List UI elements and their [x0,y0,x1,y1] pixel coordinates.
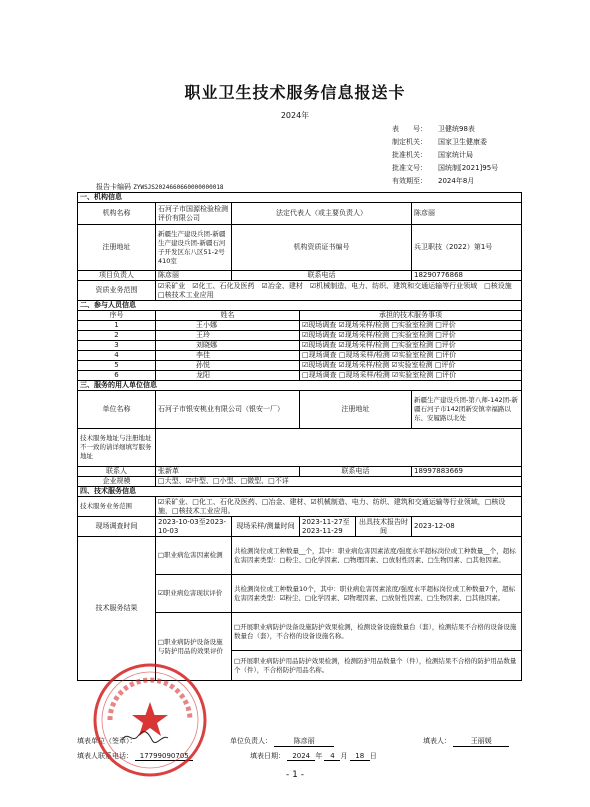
contact-phone-value: 18290776868 [412,271,522,281]
staff-tasks: ☑现场调查 ☑现场采样/检测 ☑实验室检测 □评价 [300,361,522,371]
survey-time-value: 2023-10-03至2023-10-03 [156,517,232,537]
org-name-label: 机构名称 [78,203,156,225]
project-lead-label: 项目负责人 [78,271,156,281]
employer-name-value: 石河子市银安桃业有限公司（银安一厂） [156,391,300,429]
owner-line [230,736,334,747]
sampling-time-label: 现场采样/测量时间 [232,517,300,537]
org-address-value: 新疆生产建设兵团-新疆生产建设兵团-新疆石河子开发区东八区51-2号410室 [156,225,232,271]
form-meta-block [392,123,498,188]
staff-tasks: ☑现场调查 ☑现场采样/检测 □实验室检测 □评价 [300,341,522,351]
result-type-label: □职业病防护设备设施与防护用品的效果评价 [156,613,232,681]
employer-address-label: 注册地址 [300,391,412,429]
staff-name: 孙悦 [156,361,300,371]
staff-row [78,321,522,331]
legal-rep-value: 陈彦丽 [412,203,522,225]
service-address-label: 技术服务地址与注册地址不一致的请详细填写服务地址 [78,429,156,467]
service-scope-label: 技术服务业务范围 [78,497,156,517]
employer-address-value: 新疆生产建设兵团-第八师-142团-新疆石河子市142团新安镇幸福路以东、安履路以北处 [412,391,522,429]
filler-unit-label: 填表单位（签章）： [77,737,137,745]
meta-row: 表 号： 卫健统98表 [392,125,475,133]
staff-no: 1 [78,321,156,331]
col-header-name: 姓名 [156,311,300,321]
fill-date-month: 4 [324,752,340,761]
page-number: - 1 - [286,770,304,780]
staff-row [78,331,522,341]
employer-phone-label: 联系电话 [300,467,412,477]
service-address-value [156,429,522,467]
org-address-label: 注册地址 [78,225,156,271]
employer-contact-value: 张新革 [156,467,300,477]
meta-row: 批准机关： 国家统计局 [392,151,473,159]
report-year: 2024年 [280,111,310,120]
filler-label: 填表人： [423,737,451,745]
staff-no: 2 [78,331,156,341]
result-detail: 共检测岗位或工种数量10个，其中：职业病危害因素浓度/强度水平超标岗位或工种数量7个，超标危害因素类型：☑粉尘、□化学因素、☑物理因素、□放射性因素、□生物因素、□其他因素。 [232,575,522,613]
staff-row [78,351,522,361]
fill-date-label: 填表日期： [250,752,285,760]
col-header-tasks: 承担的技术服务事项 [300,311,522,321]
filler-phone-value: 17799090705 [135,752,193,761]
result-detail: 共检测岗位或工种数量__个，其中：职业病危害因素浓度/强度水平超标岗位或工种数量__个，超标危害因素类型：□粉尘、□化学因素、□物理因素、□放射性因素、□生物因素、□其他因素。 [232,537,522,575]
signature-icon [120,728,170,746]
staff-tasks: □现场调查 □现场采样/检测 ☑实验室检测 □评价 [300,371,522,381]
staff-row [78,361,522,371]
section-1-heading: 一、机构信息 [78,193,522,203]
staff-row [78,371,522,381]
owner-label: 单位负责人： [230,737,272,745]
document-title: 职业卫生技术服务信息报送卡 [184,83,406,102]
info-table [77,192,522,681]
result-detail: □开展职业病防护设备设施防护效果检测，检测设备设施数量台（套），检测结果不合格的设备设施数量台（套），不合格的设备设施名称。 [232,613,522,651]
project-lead-value: 陈彦丽 [156,271,232,281]
fill-date-day: 18 [350,752,370,761]
company-size-value: □大型、☑中型、□小型、□微型、□不详 [156,477,522,487]
filler-value: 王丽媛 [453,736,509,747]
staff-no: 3 [78,341,156,351]
staff-name: 王小娜 [156,321,300,331]
fill-date-year: 2024 [287,752,315,761]
staff-no: 4 [78,351,156,361]
filler-line [423,736,509,747]
result-detail: □开展职业病防护用品防护效果检测，检测防护用品数量个（件），检测结果不合格的防护用品数量个（件），不合格防护用品名称。 [232,651,522,681]
report-id-value: ZYWSJS2024660660000000018 [133,184,224,191]
service-scope-value: ☑采矿业、□化工、石化及医药、□冶金、建材、☑机械制造、电力、纺织、建筑和交通运输等行业领域，□核设施，□核技术工业应用。 [156,497,522,517]
filler-phone-label: 填表人联系电话： [77,752,133,760]
service-results-label: 技术服务结果 [78,537,156,681]
staff-row [78,341,522,351]
contact-phone-label: 联系电话 [232,271,412,281]
org-name-value: 石河子市国源检验检测评价有限公司 [156,203,232,225]
meta-row: 批准文号： 国统制[2021]95号 [392,164,499,172]
result-type-label: □职业病危害因素检测 [156,537,232,575]
staff-name: 龙阳 [156,371,300,381]
year-unit: 年 [315,752,323,760]
qualification-scope-value: ☑采矿业 ☑化工、石化及医药 ☑冶金、建材 ☑机械制造、电力、纺织、建筑和交通运输等行业领域 □核设施 □核技术工业应用 [156,281,522,301]
company-size-label: 企业规模 [78,477,156,487]
staff-name: 刘晓娜 [156,341,300,351]
month-unit: 月 [340,752,348,760]
day-unit: 日 [369,752,377,760]
staff-name: 王玲 [156,331,300,341]
staff-tasks: ☑现场调查 ☑现场采样/检测 □实验室检测 □评价 [300,321,522,331]
staff-tasks: ☑现场调查 ☑现场采样/检测 □实验室检测 □评价 [300,331,522,341]
result-type-label: ☑职业病危害现状评价 [156,575,232,613]
owner-value: 陈彦丽 [274,736,334,747]
section-4-heading: 四、技术服务信息 [78,487,522,497]
report-time-value: 2023-12-08 [412,517,522,537]
fill-date-line [250,751,377,761]
qualification-scope-label: 资质业务范围 [78,281,156,301]
report-id-line [96,182,224,192]
employer-phone-value: 18997883669 [412,467,522,477]
report-time-label: 出具技术报告时间 [356,517,412,537]
section-3-heading: 三、服务的用人单位信息 [78,381,522,391]
sampling-time-value: 2023-11-27至2023-11-29 [300,517,356,537]
cert-no-label: 机构资质证书编号 [232,225,412,271]
staff-tasks: □现场调查 □现场采样/检测 ☑实验室检测 □评价 [300,351,522,361]
report-id-label: 报告卡编码 [96,183,131,191]
employer-contact-label: 联系人 [78,467,156,477]
col-header-no: 序号 [78,311,156,321]
staff-no: 5 [78,361,156,371]
official-seal-icon [90,660,210,780]
cert-no-value: 兵卫职技（2022）第1号 [412,225,522,271]
legal-rep-label: 法定代表人（或主要负责人） [232,203,412,225]
employer-name-label: 单位名称 [78,391,156,429]
survey-time-label: 现场调查时间 [78,517,156,537]
meta-row: 制定机关： 国家卫生健康委 [392,138,487,146]
meta-row: 有效期至： 2024年8月 [392,177,475,185]
section-2-heading: 二、参与人员信息 [78,301,522,311]
staff-name: 李佳 [156,351,300,361]
staff-no: 6 [78,371,156,381]
